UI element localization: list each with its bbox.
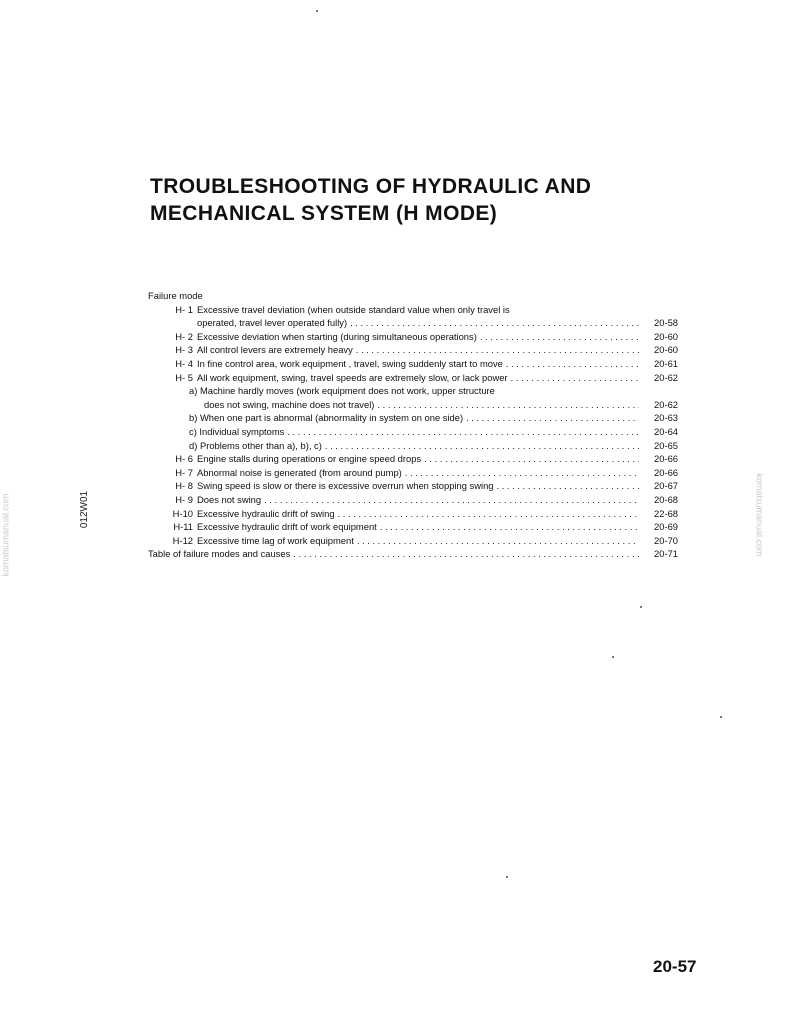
scan-speck — [640, 606, 642, 608]
index-entry-h7 — [148, 466, 678, 480]
leader-dots — [377, 398, 639, 412]
index-entry-h9 — [148, 493, 678, 507]
entry-page: 20-64 — [654, 425, 678, 437]
entry-page: 20-69 — [654, 521, 678, 533]
leader-dots — [480, 330, 639, 344]
entry-page: 20-66 — [654, 453, 678, 465]
entry-page: 20-71 — [654, 548, 678, 560]
page-title-line-1: TROUBLESHOOTING OF HYDRAULIC AND — [150, 175, 592, 198]
entry-code: H- 8 — [175, 480, 193, 492]
entry-text: a) Machine hardly moves (work equipment does not work, upper structure — [189, 385, 495, 397]
page-title — [150, 173, 710, 227]
index-subentry-c — [148, 425, 678, 439]
scan-speck — [720, 716, 722, 718]
entry-code: H-11 — [173, 521, 193, 533]
entry-code: H- 3 — [175, 344, 193, 356]
leader-dots — [338, 507, 639, 521]
index-entry-h2 — [148, 330, 678, 344]
scan-speck — [612, 656, 614, 658]
failure-mode-index — [148, 289, 678, 561]
entry-text: All work equipment, swing, travel speeds are extremely slow, or lack power — [197, 371, 508, 383]
watermark-right: komatsumanual.com — [754, 473, 765, 557]
index-entry-h1-continued — [148, 316, 678, 330]
entry-page: 22-68 — [654, 507, 678, 519]
index-entry-h4 — [148, 357, 678, 371]
entry-text: Excessive deviation when starting (during simultaneous operations) — [197, 330, 477, 342]
entry-text: Excessive travel deviation (when outside standard value when only travel is — [197, 303, 510, 315]
document-code-text: 012W01 — [79, 490, 91, 529]
entry-page: 20-62 — [654, 398, 678, 410]
scan-speck — [316, 10, 318, 12]
page-number: 20-57 — [653, 957, 697, 976]
entry-text: Engine stalls during operations or engine speed drops — [197, 453, 422, 465]
index-entry-h12 — [148, 534, 678, 548]
entry-page: 20-67 — [654, 480, 678, 492]
entry-code: H- 9 — [175, 493, 193, 505]
leader-dots — [380, 520, 639, 534]
index-entry-h11 — [148, 520, 678, 534]
entry-page: 20-58 — [654, 317, 678, 329]
index-subentry-d — [148, 439, 678, 453]
entry-code: H- 2 — [175, 330, 193, 342]
entry-page: 20-63 — [654, 412, 678, 424]
entry-page: 20-65 — [654, 439, 678, 451]
entry-text: b) When one part is abnormal (abnormality in system on one side) — [189, 412, 464, 424]
index-entry-h8 — [148, 479, 678, 493]
index-entry-table — [148, 547, 678, 561]
leader-dots — [350, 316, 639, 330]
entry-page: 20-68 — [654, 493, 678, 505]
entry-text: Swing speed is slow or there is excessive overrun when stopping swing — [197, 480, 494, 492]
leader-dots — [293, 547, 639, 561]
entry-text: Abnormal noise is generated (from around pump) — [197, 466, 402, 478]
leader-dots — [506, 357, 639, 371]
index-subentry-b — [148, 411, 678, 425]
page-title-line-2: MECHANICAL SYSTEM (H MODE) — [150, 202, 498, 225]
index-entry-h3 — [148, 343, 678, 357]
leader-dots — [497, 479, 639, 493]
index-heading: Failure mode — [148, 290, 203, 301]
scan-speck — [506, 876, 508, 878]
entry-text: Excessive hydraulic drift of work equipment — [197, 521, 377, 533]
entry-text: Does not swing — [197, 493, 262, 505]
entry-page: 20-62 — [654, 371, 678, 383]
entry-text: d) Problems other than a), b), c) — [189, 439, 322, 451]
entry-code: H-12 — [172, 534, 193, 546]
entry-code: H- 5 — [175, 371, 193, 383]
watermark-left: komatsumanual.com — [0, 493, 11, 577]
index-entry-h6 — [148, 452, 678, 466]
leader-dots — [405, 466, 639, 480]
entry-page: 20-66 — [654, 466, 678, 478]
document-code — [76, 490, 116, 540]
index-entry-h5 — [148, 371, 678, 385]
entry-code: H- 7 — [175, 466, 193, 478]
entry-code: H- 4 — [175, 357, 193, 369]
index-subentry-a-continued — [148, 398, 678, 412]
entry-code: H- 1 — [175, 303, 193, 315]
leader-dots — [356, 343, 639, 357]
entry-code: H- 6 — [175, 453, 193, 465]
entry-text: c) Individual symptoms — [189, 425, 285, 437]
index-subentry-a — [148, 384, 678, 398]
leader-dots — [511, 371, 639, 385]
entry-text: Table of failure modes and causes — [148, 548, 291, 560]
entry-code: H-10 — [172, 507, 193, 519]
entry-text: Excessive time lag of work equipment — [197, 534, 354, 546]
entry-page: 20-70 — [654, 534, 678, 546]
entry-text: operated, travel lever operated fully) — [197, 317, 348, 329]
leader-dots — [424, 452, 639, 466]
entry-text: All control levers are extremely heavy — [197, 344, 353, 356]
leader-dots — [325, 439, 639, 453]
index-entry-h1 — [148, 303, 678, 317]
leader-dots — [264, 493, 639, 507]
leader-dots — [287, 425, 639, 439]
leader-dots — [466, 411, 639, 425]
entry-page: 20-60 — [654, 344, 678, 356]
entry-text: In fine control area, work equipment , travel, swing suddenly start to move — [197, 357, 503, 369]
leader-dots — [357, 534, 639, 548]
entry-text: Excessive hydraulic drift of swing — [197, 507, 335, 519]
entry-page: 20-60 — [654, 330, 678, 342]
entry-page: 20-61 — [654, 357, 678, 369]
entry-text: does not swing, machine does not travel) — [204, 398, 375, 410]
index-entry-h10 — [148, 507, 678, 521]
